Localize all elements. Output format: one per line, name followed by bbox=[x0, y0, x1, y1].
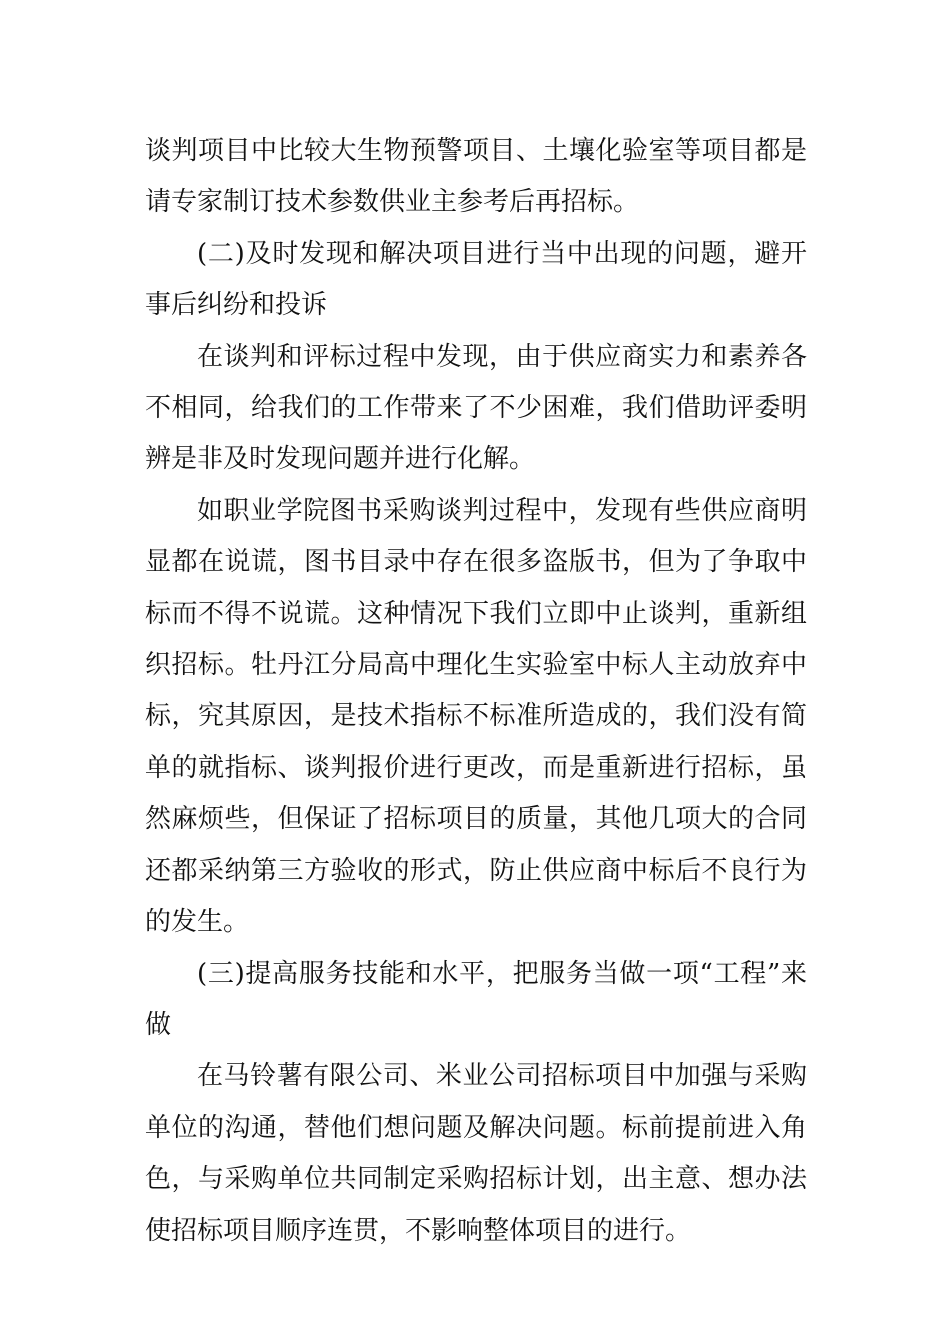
paragraph-book-procurement: 如职业学院图书采购谈判过程中，发现有些供应商明显都在说谎，图书目录中存在很多盗版书，但为了争取中标而不得不说谎。这种情况下我们立即中止谈判，重新组织招标。牡丹江分局高中理化生实验室中标人主动放弃中标，究其原因，是技术指标不标准所造成的，我们没有简单的就指标、谈判报价进行更改，而是重新进行招标，虽然麻烦些，但保证了招标项目的质量，其他几项大的合同还都采纳第三方验收的形式，防止供应商中标后不良行为的发生。 bbox=[145, 495, 807, 938]
section-heading-2: (二)及时发现和解决项目进行当中出现的问题，避开事后纠纷和投诉 bbox=[145, 238, 807, 321]
section-heading-3: (三)提高服务技能和水平，把服务当做一项“工程”来做 bbox=[145, 958, 807, 1040]
paragraph-service-engineering: 在马铃薯有限公司、米业公司招标项目中加强与采购单位的沟通，替他们想问题及解决问题。标前提前进入角色，与采购单位共同制定采购招标计划，出主意、想办法使招标项目顺序连贯，不影响整体项目的进行。 bbox=[145, 1061, 807, 1246]
paragraph-continuation: 谈判项目中比较大生物预警项目、土壤化验室等项目都是请专家制订技术参数供业主参考后再招标。 bbox=[145, 136, 807, 218]
paragraph-evaluation-issues: 在谈判和评标过程中发现，由于供应商实力和素养各不相同，给我们的工作带来了不少困难，我们借助评委明辨是非及时发现问题并进行化解。 bbox=[145, 341, 807, 475]
document-page bbox=[145, 126, 807, 1257]
